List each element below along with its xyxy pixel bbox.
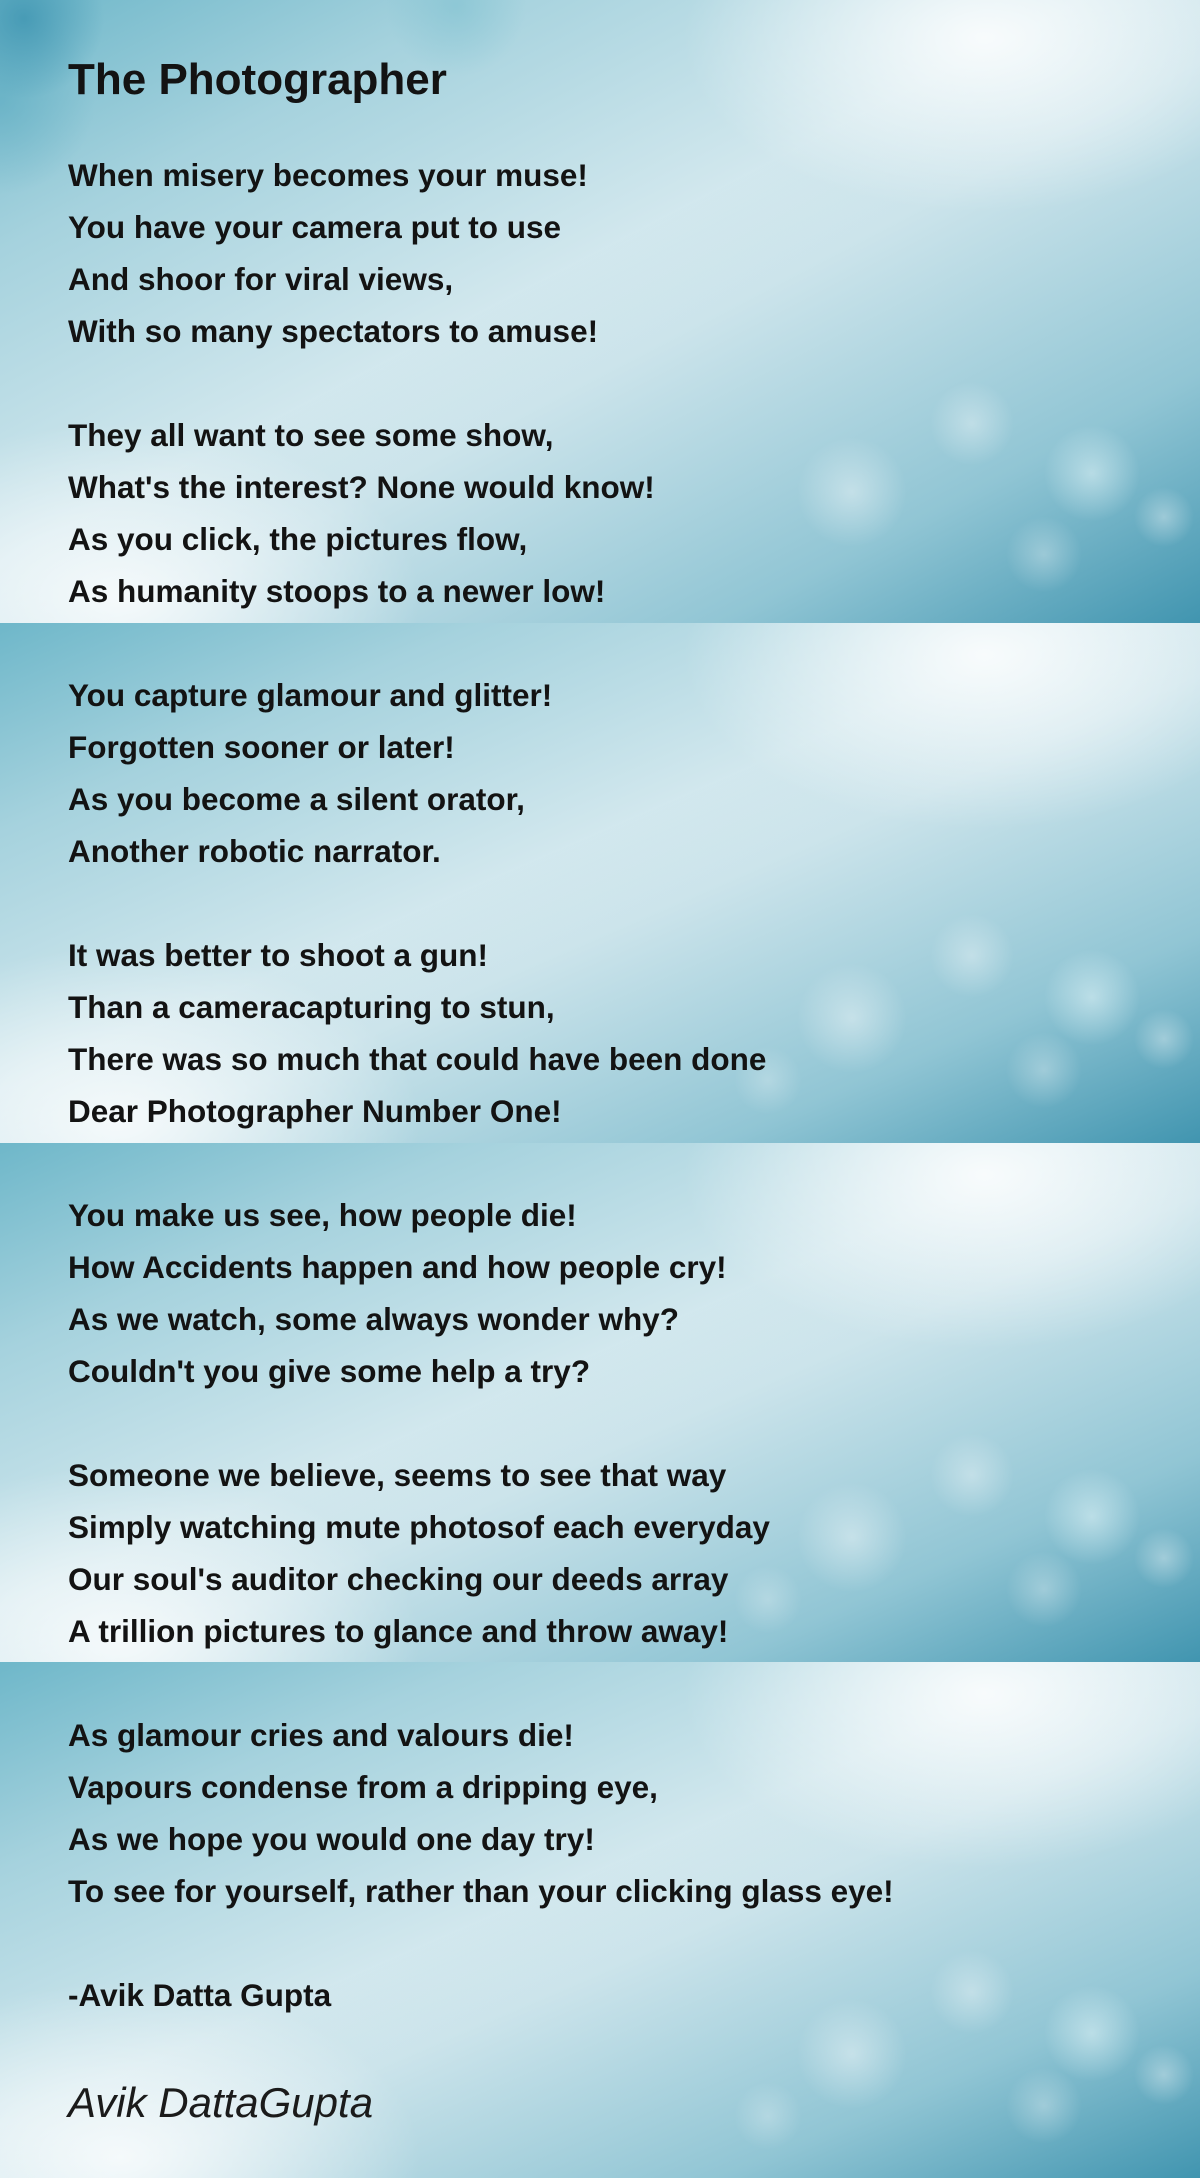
poem-line: As we hope you would one day try! bbox=[68, 1821, 595, 1857]
poem-line: As you click, the pictures flow, bbox=[68, 521, 528, 557]
poem-line: As humanity stoops to a newer low! bbox=[68, 573, 606, 609]
poem-line: Another robotic narrator. bbox=[68, 833, 441, 869]
poem-line: When misery becomes your muse! bbox=[68, 157, 588, 193]
stanza bbox=[68, 1189, 1160, 1397]
stanza bbox=[68, 1709, 1160, 1917]
poem-line: Forgotten sooner or later! bbox=[68, 729, 455, 765]
stanza bbox=[68, 149, 1160, 357]
poem-line: Dear Photographer Number One! bbox=[68, 1093, 562, 1129]
stanza bbox=[68, 929, 1160, 1137]
poem-line: Our soul's auditor checking our deeds array bbox=[68, 1561, 729, 1597]
poem-line: It was better to shoot a gun! bbox=[68, 937, 489, 973]
poem-line: As glamour cries and valours die! bbox=[68, 1717, 574, 1753]
poem-body bbox=[68, 149, 1160, 1917]
poem-line: You capture glamour and glitter! bbox=[68, 677, 553, 713]
poem-line: You make us see, how people die! bbox=[68, 1197, 577, 1233]
poem-line: As you become a silent orator, bbox=[68, 781, 525, 817]
poem-line: Than a cameracapturing to stun, bbox=[68, 989, 555, 1025]
poem-line: There was so much that could have been done bbox=[68, 1041, 767, 1077]
poem-line: You have your camera put to use bbox=[68, 209, 562, 245]
poem-line: What's the interest? None would know! bbox=[68, 469, 655, 505]
poem-line: As we watch, some always wonder why? bbox=[68, 1301, 679, 1337]
poem-line: Someone we believe, seems to see that way bbox=[68, 1457, 727, 1493]
poem-line: With so many spectators to amuse! bbox=[68, 313, 599, 349]
poem-line: Simply watching mute photosof each everyday bbox=[68, 1509, 770, 1545]
poem-line: They all want to see some show, bbox=[68, 417, 554, 453]
stanza bbox=[68, 669, 1160, 877]
poem-line: And shoor for viral views, bbox=[68, 261, 454, 297]
stanza bbox=[68, 409, 1160, 617]
poem-line: Vapours condense from a dripping eye, bbox=[68, 1769, 658, 1805]
poem-line: To see for yourself, rather than your clicking glass eye! bbox=[68, 1873, 894, 1909]
stanza bbox=[68, 1449, 1160, 1657]
author-signature: Avik DattaGupta bbox=[68, 2079, 374, 2126]
poem-line: Couldn't you give some help a try? bbox=[68, 1353, 591, 1389]
poem-title: The Photographer bbox=[68, 55, 447, 104]
poem-line: A trillion pictures to glance and throw away! bbox=[68, 1613, 729, 1649]
poem-attribution: -Avik Datta Gupta bbox=[68, 1977, 332, 2013]
poem-line: How Accidents happen and how people cry! bbox=[68, 1249, 727, 1285]
